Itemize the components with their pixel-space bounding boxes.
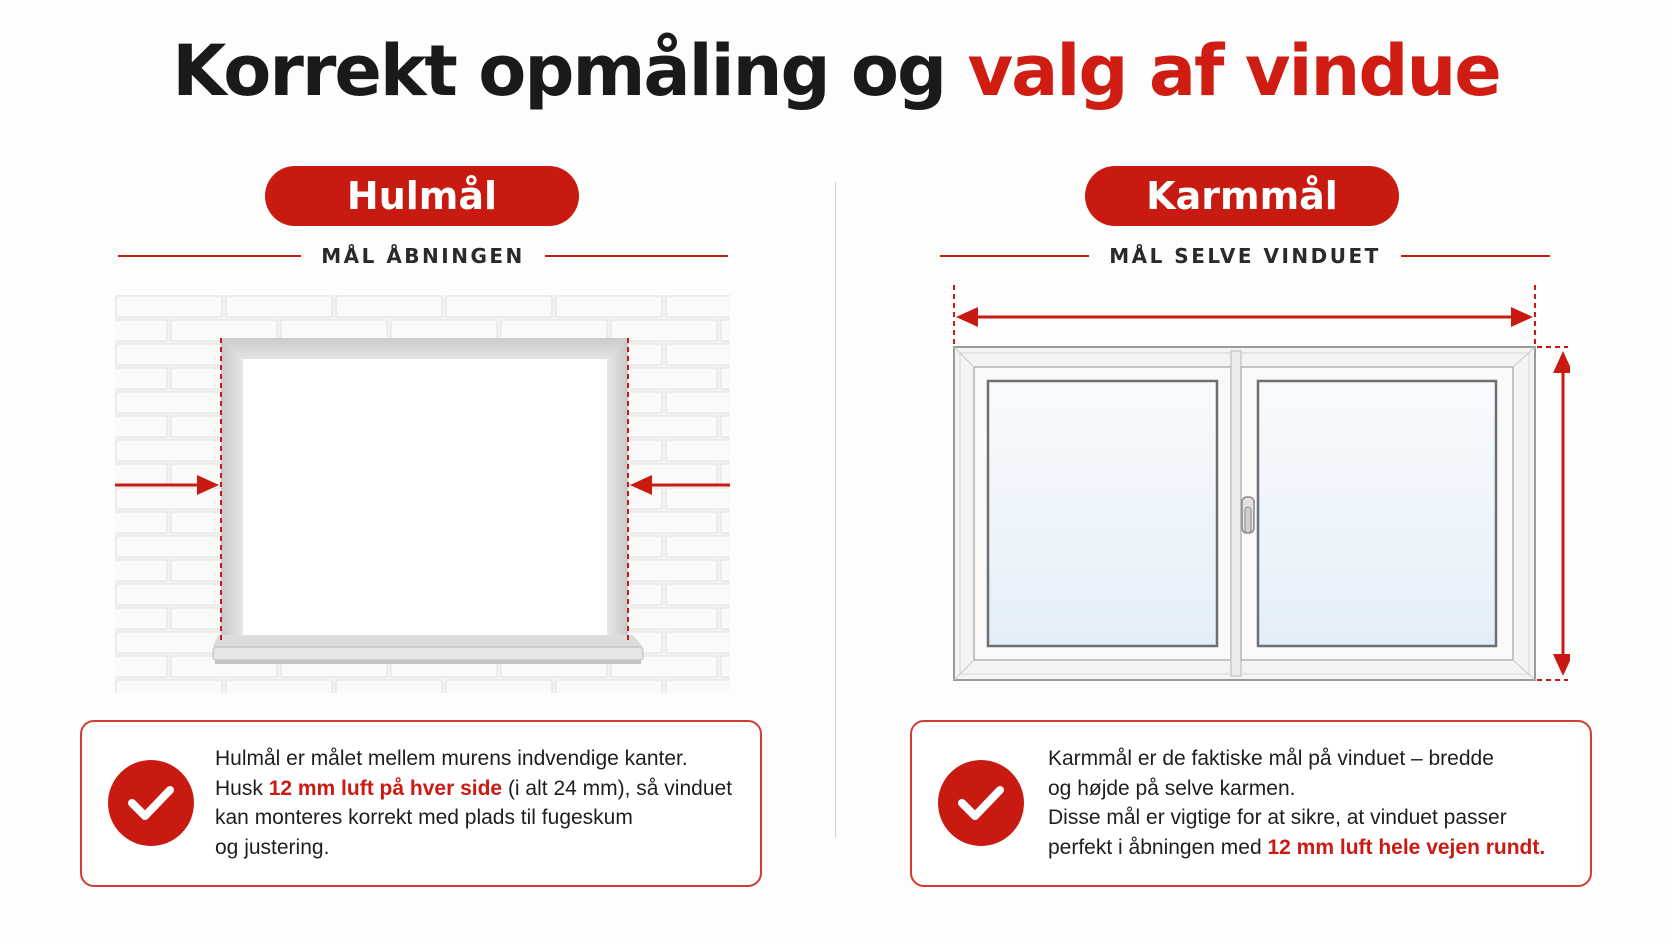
opening-illustration <box>115 295 730 693</box>
desc-line-2-post: (i alt 24 mm), så vinduet <box>502 776 733 800</box>
left-subheading-text: MÅL ÅBNINGEN <box>321 244 525 268</box>
hulmaal-description <box>215 744 740 862</box>
window-frame-icon <box>940 285 1570 690</box>
width-arrow-icon <box>954 285 1535 345</box>
title-accent: valg af vindue <box>967 30 1500 112</box>
window-opening-icon <box>115 295 730 693</box>
desc-highlight: 12 mm luft hele vejen rundt. <box>1267 835 1546 859</box>
desc-line-4: og justering. <box>215 835 330 859</box>
window-handle-icon <box>1242 497 1254 533</box>
desc-line-3: kan monteres korrekt med plads til fugeskum <box>215 806 633 829</box>
karmmaal-description <box>1048 744 1570 862</box>
checkmark-icon <box>108 760 194 846</box>
title-main: Korrekt opmåling og <box>172 30 968 112</box>
window-illustration <box>940 285 1570 690</box>
center-divider <box>835 182 836 837</box>
right-subheading-text: MÅL SELVE VINDUET <box>1109 244 1381 268</box>
hulmaal-info-box <box>80 720 762 887</box>
page-title <box>0 30 1672 112</box>
right-subheading <box>940 244 1550 268</box>
subheading-rule-left <box>118 255 301 257</box>
subheading-rule-left <box>940 255 1089 257</box>
subheading-rule-right <box>1401 255 1550 257</box>
hulmaal-pill: Hulmål <box>265 166 579 226</box>
desc-highlight: 12 mm luft på hver side <box>268 776 503 800</box>
desc-line-4-pre: perfekt i åbningen med <box>1048 835 1268 859</box>
subheading-rule-right <box>545 255 728 257</box>
karmmaal-pill: Karmmål <box>1085 166 1399 226</box>
desc-line-2: og højde på selve karmen. <box>1048 776 1296 800</box>
desc-line-2-pre: Husk <box>215 776 269 800</box>
desc-line-1: Hulmål er målet mellem murens indvendige kanter. <box>215 747 688 770</box>
desc-line-3: Disse mål er vigtige for at sikre, at vinduet passer <box>1048 806 1507 829</box>
desc-line-2 <box>215 774 740 804</box>
desc-line-4 <box>1048 833 1570 863</box>
checkmark-icon <box>938 760 1024 846</box>
karmmaal-info-box <box>910 720 1592 887</box>
height-arrow-icon <box>1537 347 1570 680</box>
left-subheading <box>118 244 728 268</box>
desc-line-1: Karmmål er de faktiske mål på vinduet – bredde <box>1048 747 1494 770</box>
